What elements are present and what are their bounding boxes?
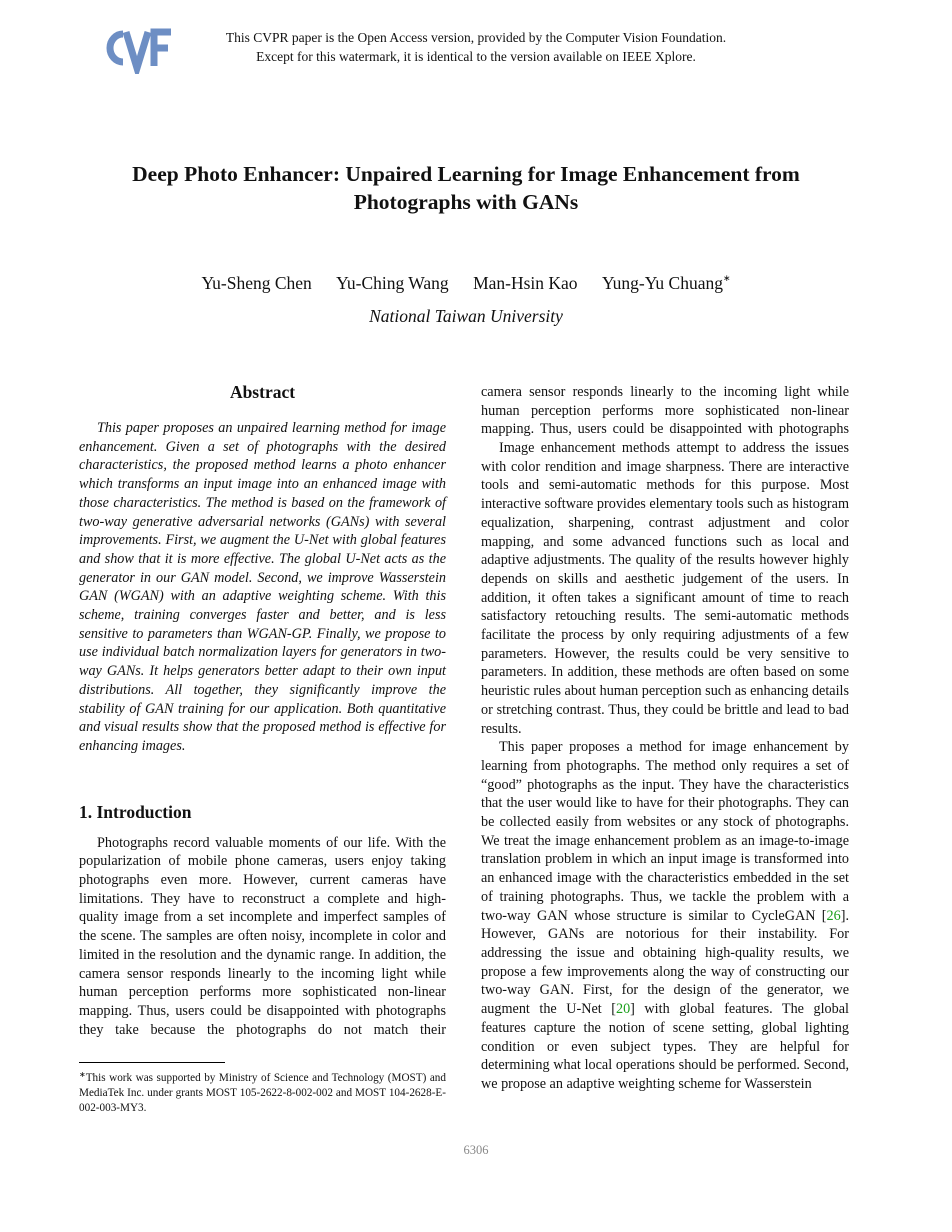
- footnote-text: This work was supported by Ministry of Science and Technology (MOST) and MediaTek Inc. under grants MOST 105-2622-8-002-002 and MOST 104-2628-E-002-003-MY3.: [79, 1072, 446, 1114]
- watermark: [180, 29, 772, 66]
- author-list: [90, 267, 842, 294]
- author: Yu-Sheng Chen: [201, 273, 312, 293]
- footnote-rule: [79, 1062, 225, 1063]
- text-span: ]. However, GANs are notorious for their instability. For addressing the issue and obtaining high-quality results, we propose a few improvements along the way of constructing our two-way GAN. First, for the design of the generator, we augment the U-Net [: [481, 907, 849, 1018]
- watermark-line-1: This CVPR paper is the Open Access version, provided by the Computer Vision Foundation.: [225, 30, 727, 45]
- intro-paragraph: [481, 738, 849, 1093]
- footnote: [79, 1062, 446, 1116]
- author-name: Yung-Yu Chuang: [601, 273, 723, 293]
- citation-link[interactable]: 20: [615, 1001, 631, 1018]
- author: Yu-Ching Wang: [336, 273, 449, 293]
- intro-paragraph-continued: [481, 383, 849, 439]
- section-heading: 1. Introduction: [79, 801, 192, 822]
- intro-paragraph: Photographs record valuable moments of our life. With the popularization of mobile phone cameras, users enjoy taking photographs even more. However, current cameras have limitations. They have to reconstruct a complete and high-quality image from a set incomplete and imperfect samples of the scene. The samples are often noisy, incomplete in color and limited in the resolution and the dynamic range. In addition, the camera sensor responds linearly to the incoming light while human perception performs more sophisticated non-linear mapping. Thus, users could be disappointed with photographs they take because the photographs do not match their: [79, 834, 446, 1038]
- watermark-line-2: Except for this watermark, it is identical to the version available on IEEE Xplore.: [256, 48, 696, 64]
- right-column: [481, 383, 849, 1094]
- intro-paragraph: Image enhancement methods attempt to address the issues with color rendition and image sharpness. There are interactive tools and semi-automatic methods for this purpose. Most interactive software provides elementary tools such as histogram equalization, sharpening, contrast adjustment and color mapping, and some advanced functions such as local and adaptive adjustments. The quality of the results however highly depends on skills and aesthetic judgement of the users. In addition, it often takes a significant amount of time to reach satisfactory retouching results. The semi-automatic methods facilitate the process by only requiring adjustments of a few parameters. However, the results could be very sensitive to parameters. In addition, these methods are often based on some heuristic rules about human perception such as enhancing details or stretching contrast. Thus, they could be brittle and lead to bad results.: [481, 440, 849, 737]
- text-span: This paper proposes a method for image enhancement by learning from photographs. The method only requires a set of “good” photographs as the input. They have the characteristics that the user would like to have for their photographs. They can be collected easily from websites or any stock of photographs. We treat the image enhancement problem as an image-to-image translation problem in which an input image is transformed into an enhanced image with the characteristics embedded in the set of training photographs. Thus, we tackle the problem with a two-way GAN whose structure is similar to CycleGAN [: [481, 739, 849, 924]
- citation-link[interactable]: 26: [826, 907, 841, 924]
- abstract-heading: Abstract: [229, 382, 296, 402]
- page-number: 6306: [463, 1143, 489, 1157]
- intro-paragraph-tail: camera sensor responds linearly to the incoming light while human perception performs more sophisticated non-linear mapping. Thus, users could be disappointed with photographs: [481, 384, 849, 438]
- left-column: [79, 380, 446, 1039]
- text-span: ] with global features. The global features capture the notion of scene setting, global lighting condition or even subject types. They are helpful for determining what local operations should be performed. Second, we propose an adaptive weighting scheme for Wasserstein: [481, 1001, 849, 1092]
- abstract-text: This paper proposes an unpaired learning method for image enhancement. Given a set of photographs with the desired characteristics, the proposed method learns a photo enhancer which transforms an input image into an enhanced image with those characteristics. The method is based on the framework of two-way generative adversarial networks (GANs) with several improvements. First, we augment the U-Net with global features and show that it is more effective. The global U-Net acts as the generator in our GAN model. Second, we improve Wasserstein GAN (WGAN) with an adaptive weighting scheme. With this scheme, training converges faster and better, and is less sensitive to parameters than WGAN-GP. Finally, we propose to use individual batch normalization layers for generators in two-way GANs. It helps generators better adapt to their own input distributions. All together, they significantly improve the stability of GAN training for our application. Both quantitative and visual results show that the proposed method is effective for enhancing images.: [79, 420, 446, 754]
- paper-title: Deep Photo Enhancer: Unpaired Learning for Image Enhancement from Photographs with GANs: [132, 162, 800, 214]
- author: Man-Hsin Kao: [473, 273, 578, 293]
- author-corresponding: [602, 273, 731, 293]
- affiliation: National Taiwan University: [369, 306, 563, 326]
- corresponding-mark: ∗: [722, 273, 731, 283]
- footnote-mark: ∗: [79, 1070, 86, 1079]
- cvf-logo-icon: [104, 26, 174, 74]
